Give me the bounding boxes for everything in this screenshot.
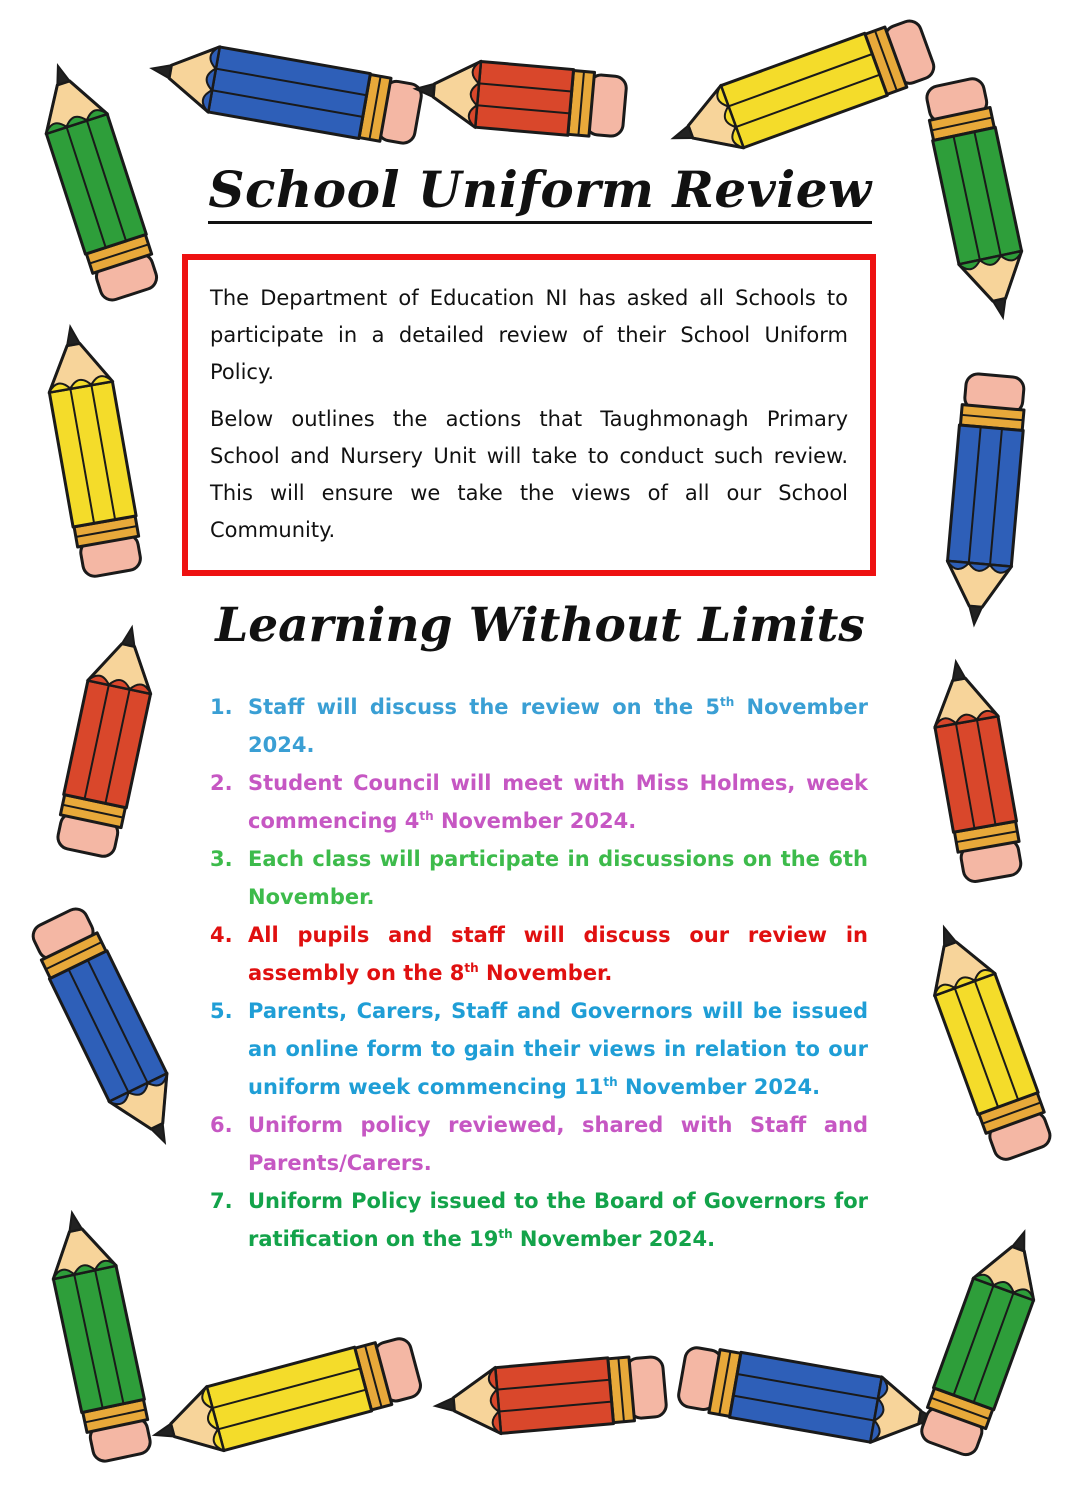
pencil-icon xyxy=(922,76,1035,324)
step-sup: th xyxy=(603,1075,618,1089)
step-text: All pupils and staff will discuss our review in assembly on the 8 xyxy=(248,923,868,985)
step-sup: th xyxy=(498,1227,513,1241)
pencil-icon xyxy=(433,1353,668,1439)
pencil-icon xyxy=(676,1343,944,1453)
step-text-end: November 2024. xyxy=(512,1227,716,1251)
pencil-icon xyxy=(914,916,1056,1163)
step-sup: th xyxy=(719,695,735,709)
step-text-end: November 2024. xyxy=(617,1075,821,1099)
pencil-icon xyxy=(662,15,938,169)
intro-paragraph-1: The Department of Education NI has asked all Schools to participate in a detailed review of their School Uniform Policy. xyxy=(210,286,848,384)
step-number: 7. xyxy=(210,1189,233,1213)
step-number: 4. xyxy=(210,923,233,947)
page-title-text: School Uniform Review xyxy=(208,160,871,224)
step-item-4 xyxy=(210,916,868,992)
step-sup: th xyxy=(419,809,434,823)
step-number: 1. xyxy=(210,695,233,719)
pencil-icon xyxy=(53,621,163,859)
pencil-icon xyxy=(146,36,423,148)
pencil-icon xyxy=(942,373,1028,628)
step-text: Parents, Carers, Staff and Governors will be issued an online form to gain their views in relation to our uniform week commencing 11 xyxy=(248,999,868,1099)
step-text: Uniform Policy issued to the Board of Governors for ratification on the 19 xyxy=(248,1189,868,1251)
pencil-icon xyxy=(924,656,1025,884)
steps-list xyxy=(210,688,868,1258)
intro-box xyxy=(182,254,876,576)
subtitle: Learning Without Limits xyxy=(215,598,865,653)
step-text-end: November 2024. xyxy=(433,809,637,833)
step-number: 5. xyxy=(210,999,233,1023)
pencil-icon xyxy=(146,1333,424,1467)
step-item-5 xyxy=(210,992,868,1106)
pencil-icon xyxy=(916,1221,1055,1459)
step-text: Each class will participate in discussions on the 6th November. xyxy=(248,847,868,909)
step-item-3 xyxy=(210,840,868,916)
pencil-icon xyxy=(39,321,145,578)
step-item-6 xyxy=(210,1106,868,1182)
pencil-icon xyxy=(26,904,193,1157)
step-text-end: November 2024. xyxy=(248,695,868,757)
step-text: Staff will discuss the review on the 5 xyxy=(248,695,720,719)
step-item-2 xyxy=(210,764,868,840)
step-item-1 xyxy=(210,688,868,764)
step-sup: th xyxy=(464,961,479,975)
step-item-7 xyxy=(210,1182,868,1258)
page-title xyxy=(180,160,900,219)
step-number: 6. xyxy=(210,1113,233,1137)
step-text: Uniform policy reviewed, shared with Staff and Parents/Carers. xyxy=(248,1113,868,1175)
intro-paragraph-2: Below outlines the actions that Taughmonagh Primary School and Nursery Unit will take to conduct such review. This will ensure we take the views of all our School Community. xyxy=(210,407,848,542)
pencil-icon xyxy=(41,1206,156,1464)
step-text: Student Council will meet with Miss Holmes, week commencing 4 xyxy=(248,771,868,833)
pencil-icon xyxy=(413,56,628,140)
pencil-icon xyxy=(27,56,162,304)
step-text-end: November. xyxy=(478,961,613,985)
step-number: 3. xyxy=(210,847,233,871)
step-number: 2. xyxy=(210,771,233,795)
